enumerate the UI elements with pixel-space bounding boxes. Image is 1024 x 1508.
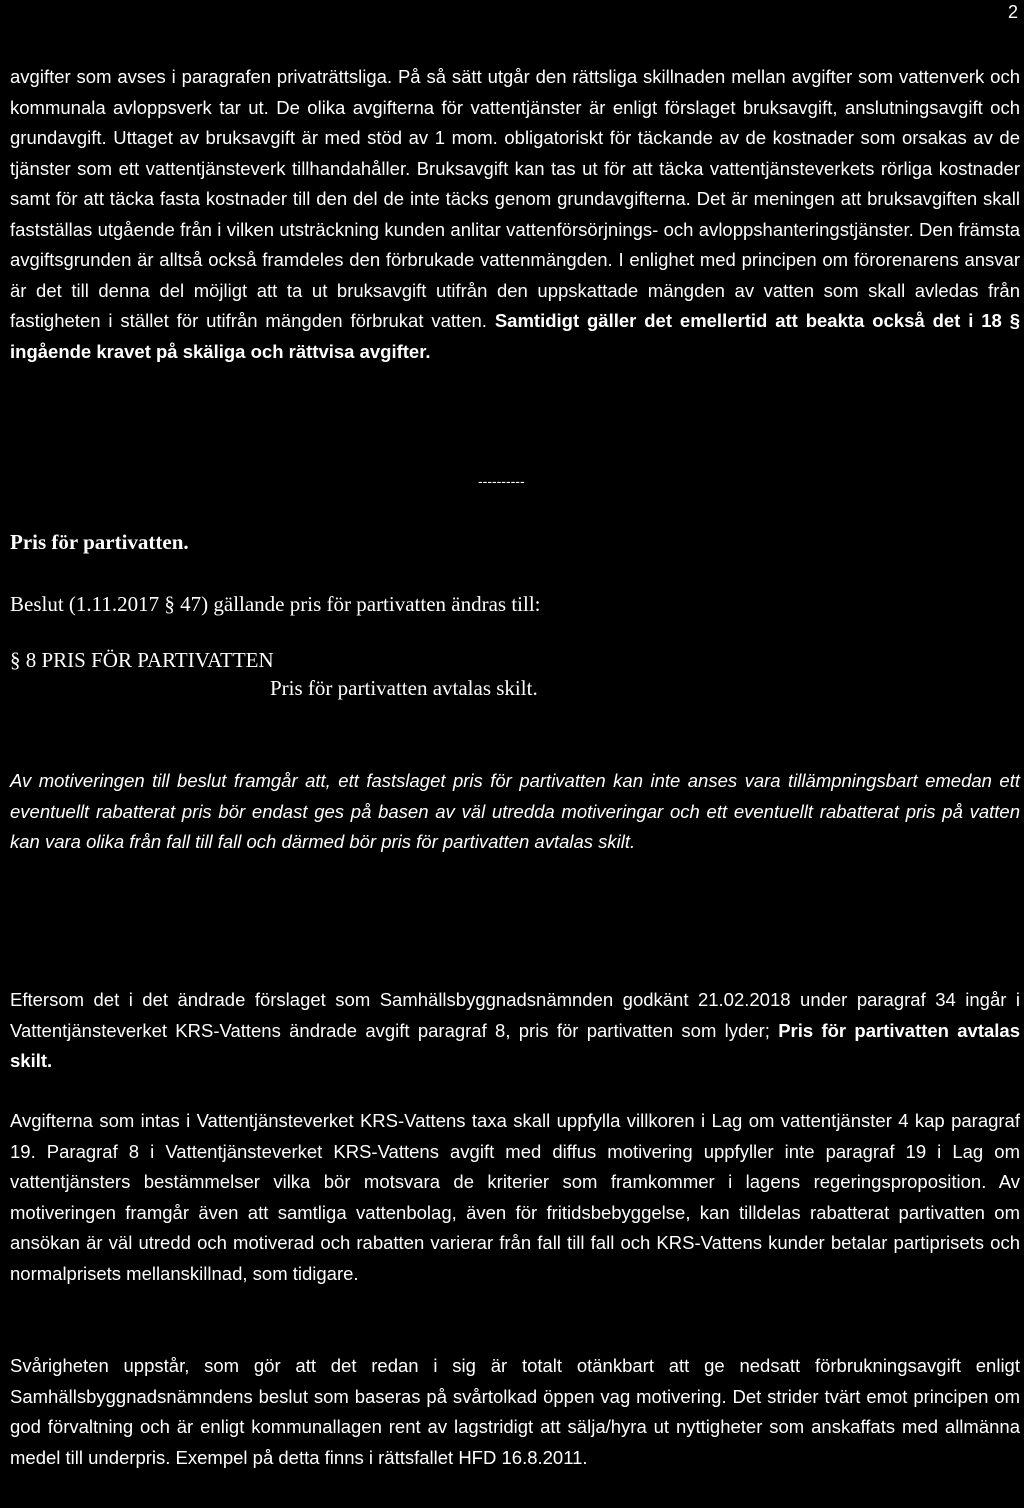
page-number: 2 [1007,2,1018,22]
section-divider: ---------- [478,473,525,489]
paragraph-svarigheten: Svårigheten uppstår, som gör att det redan i sig är totalt otänkbart att ge nedsatt förbrukningsavgift enligt Samhällsbyggnadsnämndens beslut som baseras på svårtolkad öppen vag motivering. Det strider tvärt emot principen om god förvaltning och är enligt kommunallagen rent av lagstridigt att sälja/hyra ut nyttigheter som anskaffats med allmänna medel till underpris. Exempel på detta finns i rättsfallet HFD 16.8.2011. [10,1355,1020,1468]
paragraph-1-bold-text: Samtidigt gäller det emellertid att beakta också det i 18 § ingående kravet på skäliga och rättvisa avgifter. [10,310,1021,362]
paragraph-2-text: Eftersom det i det ändrade förslaget som Samhällsbyggnadsnämnden godkänt 21.02.2018 under paragraf 34 ingår i Vattentjänsteverket KRS-Vattens ändrade avgift paragraf 8, pris för partivatten som lyder; [10,989,1020,1041]
section-8-text: Pris för partivatten avtalas skilt. [270,676,538,700]
paragraph-privatrattsliga-avgifter [10,62,1020,367]
section-8-title: § 8 PRIS FÖR PARTIVATTEN [10,648,274,672]
paragraph-andrade-forslaget [10,985,1020,1077]
heading-pris-for-partivatten: Pris för partivatten. [10,530,189,554]
decision-line: Beslut (1.11.2017 § 47) gällande pris för partivatten ändras till: [10,592,541,616]
italic-motivation-paragraph: Av motiveringen till beslut framgår att, ett fastslaget pris för partivatten kan inte anses vara tillämpningsbart emedan ett eventuellt rabatterat pris bör endast ges på basen av väl utredda motiveringar och ett eventuellt rabatterat pris på vatten kan vara olika från fall till fall och därmed bör pris för partivatten avtalas skilt. [10,770,1020,852]
paragraph-1-text: avgifter som avses i paragrafen privaträttsliga. På så sätt utgår den rättsliga skillnaden mellan avgifter som vattenverk och kommunala avloppsverk tar ut. De olika avgifterna för vattentjänster är enligt förslaget bruksavgift, anslutningsavgift och grundavgift. Uttaget av bruksavgift är med stöd av 1 mom. obligatoriskt för täckande av de kostnader som orsakas av de tjänster som ett vattentjänsteverk tillhandahåller. Bruksavgift kan tas ut för att täcka vattentjänsteverkets rörliga kostnader samt för att täcka fasta kostnader till den del de inte täcks genom grundavgifterna. Det är meningen att bruksavgiften skall fastställas utgående från i vilken utsträckning kunden anlitar vattenförsörjnings- och avloppshanteringstjänster. Den främsta avgiftsgrunden är alltså också framdeles den förbrukade vattenmängden. I enlighet med principen om förorenarens ansvar är det till denna del möjligt att ta ut bruksavgift utifrån den uppskattade mängden av vatten som skall avledas från fastigheten i stället för utifrån mängden förbrukat vatten. [10,66,1020,331]
paragraph-2-bold-text: Pris för partivatten avtalas skilt. [10,1019,1021,1071]
paragraph-avgifterna-taxa: Avgifterna som intas i Vattentjänsteverket KRS-Vattens taxa skall uppfylla villkoren i Lag om vattentjänster 4 kap paragraf 19. Paragraf 8 i Vattentjänsteverket KRS-Vattens avgift med diffus motivering uppfyller inte paragraf 19 i Lag om vattentjänsters bestämmelser vilka bör motsvara de kriterier som framkommer i lagens regeringsproposition. Av motiveringen framgår även att samtliga vattenbolag, även för fritidsbebyggelse, kan tilldelas rabatterat partivatten om ansökan är väl utredd och motiverad och rabatten varierar från fall till fall och KRS-Vattens kunder betalar partiprisets och normalprisets mellanskillnad, som tidigare. [10,1110,1020,1284]
